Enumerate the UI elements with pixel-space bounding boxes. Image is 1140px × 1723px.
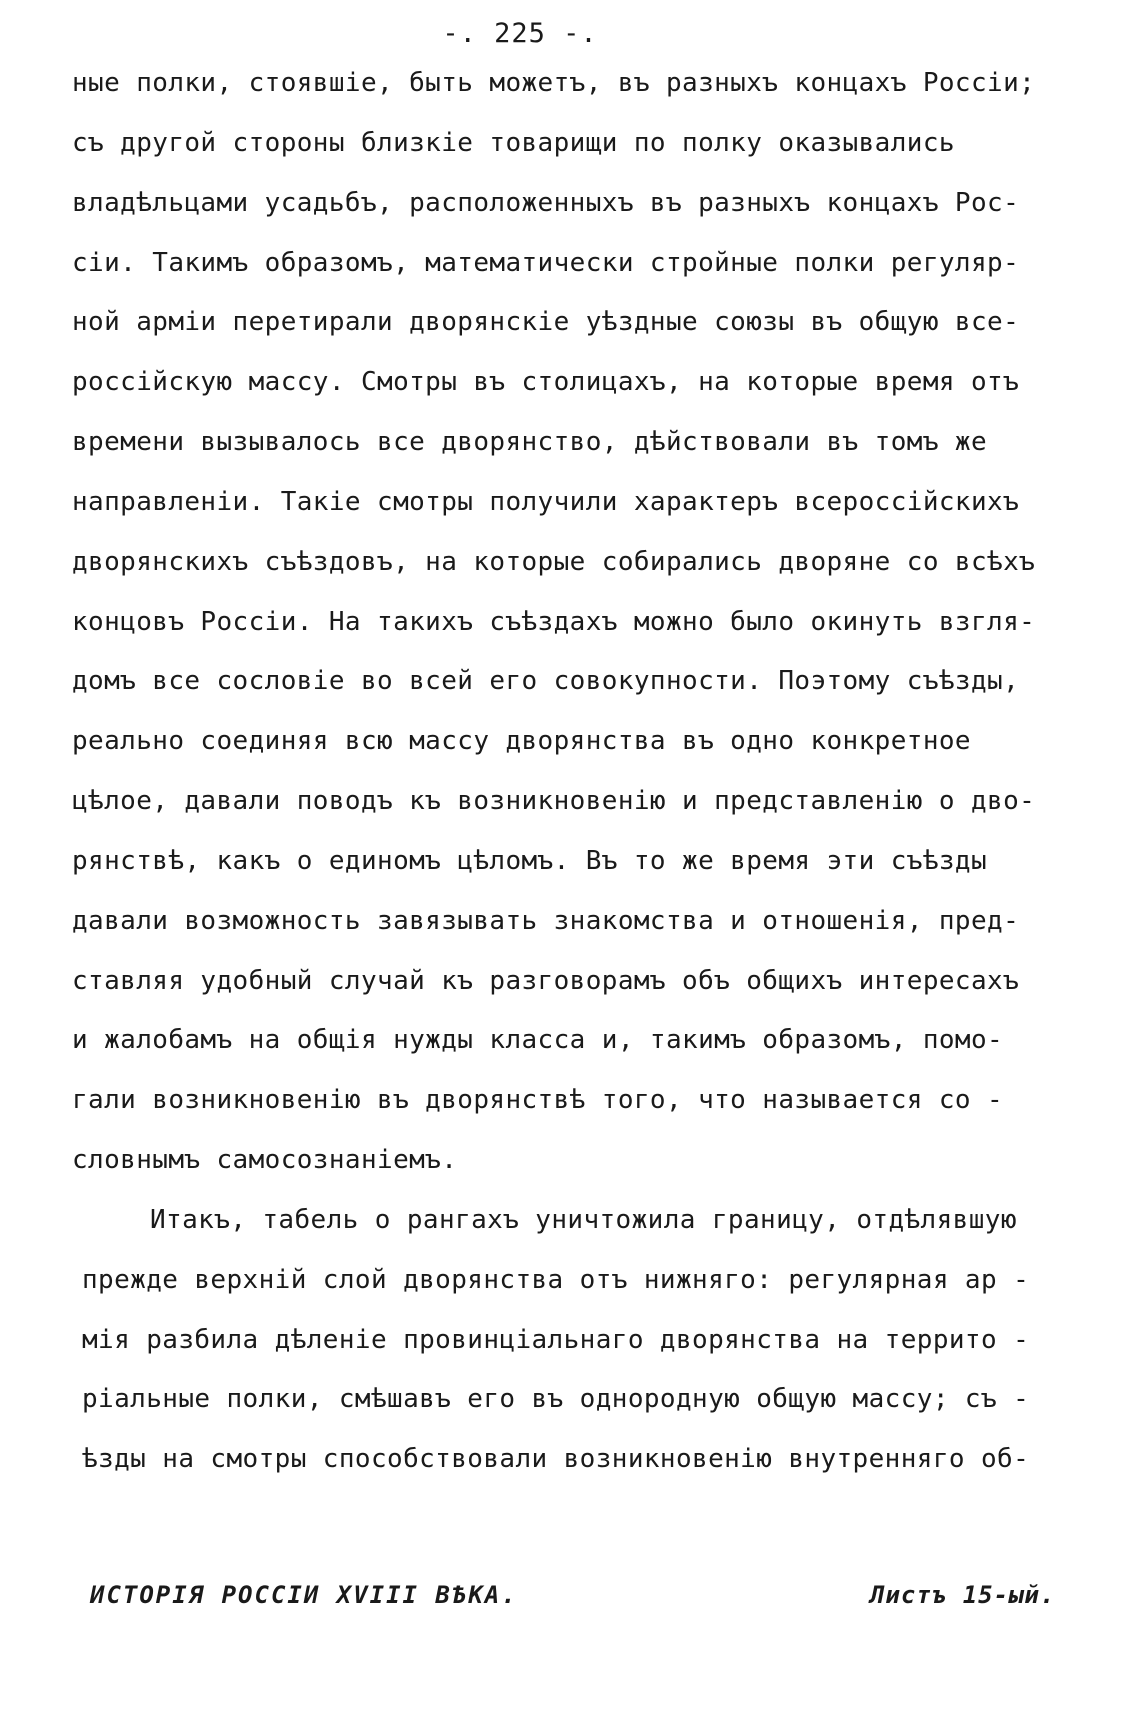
- text-line: гали возникновенію въ дворянствѣ того, что называется со -: [72, 1085, 1004, 1115]
- text-line: ѣзды на смотры способствовали возникновенію внутренняго об-: [82, 1444, 1030, 1474]
- text-line: сіи. Такимъ образомъ, математически стройные полки регуляр-: [72, 248, 1020, 278]
- text-line: давали возможность завязывать знакомства и отношенія, пред-: [72, 906, 1020, 936]
- text-line: времени вызывалось все дворянство, дѣйствовали въ томъ же: [72, 427, 988, 457]
- text-line: мія разбила дѣленіе провинціальнаго дворянства на террито -: [82, 1325, 1030, 1355]
- text-line: рянствѣ, какъ о единомъ цѣломъ. Въ то же время эти съѣзды: [72, 846, 988, 876]
- text-line: ной арміи перетирали дворянскіе уѣздные союзы въ общую все-: [72, 307, 1020, 337]
- text-line: ріальные полки, смѣшавъ его въ однородную общую массу; съ -: [82, 1384, 1030, 1414]
- text-line: цѣлое, давали поводъ къ возникновенію и представленію о дво-: [72, 786, 1036, 816]
- text-line: реально соединяя всю массу дворянства въ одно конкретное: [72, 726, 971, 756]
- text-line-indented: Итакъ, табель о рангахъ уничтожила границу, отдѣлявшую: [150, 1205, 1017, 1235]
- text-line: домъ все сословіе во всей его совокупности. Поэтому съѣзды,: [72, 666, 1020, 696]
- text-line: направленіи. Такіе смотры получили характеръ всероссійскихъ: [72, 487, 1020, 517]
- footer-sheet-number: Листъ 15-ый.: [870, 1581, 1056, 1609]
- text-line: концовъ Россіи. На такихъ съѣздахъ можно было окинуть взгля-: [72, 607, 1036, 637]
- text-line: ставляя удобный случай къ разговорамъ объ общихъ интересахъ: [72, 966, 1020, 996]
- text-line: дворянскихъ съѣздовъ, на которые собирались дворяне со всѣхъ: [72, 547, 1036, 577]
- footer-title: ИСТОРІЯ РОССІИ XVIII ВѢКА.: [90, 1581, 518, 1609]
- text-line: съ другой стороны близкіе товарищи по полку оказывались: [72, 128, 955, 158]
- page-number: -. 225 -.: [442, 18, 598, 49]
- text-line: прежде верхній слой дворянства отъ нижняго: регулярная ар -: [82, 1265, 1030, 1295]
- text-line: владѣльцами усадьбъ, расположенныхъ въ разныхъ концахъ Рос-: [72, 188, 1020, 218]
- text-line: и жалобамъ на общія нужды класса и, такимъ образомъ, помо-: [72, 1025, 1004, 1055]
- text-line: ные полки, стоявшіе, быть можетъ, въ разныхъ концахъ Россіи;: [72, 68, 1036, 98]
- text-line: россійскую массу. Смотры въ столицахъ, на которые время отъ: [72, 367, 1020, 397]
- text-line: словнымъ самосознаніемъ.: [72, 1145, 458, 1175]
